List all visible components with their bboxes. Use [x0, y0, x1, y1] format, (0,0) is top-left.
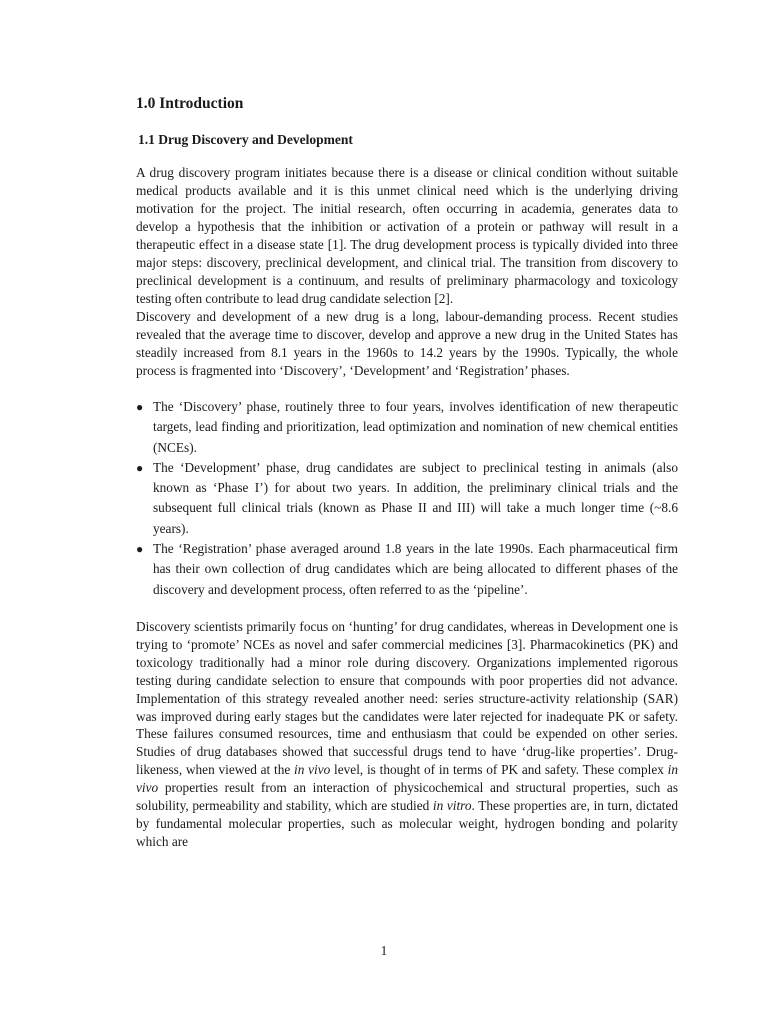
paragraph-intro: A drug discovery program initiates because there is a disease or clinical condition without suitable medical products available and it is this unmet clinical need which is the underlying driving motivation for the project. The initial research, often occurring in academia, generates data to develop a hypothesis that the inhibition or activation of a protein or pathway will result in a therapeutic effect in a disease state [1]. The drug development process is typically divided into three major steps: discovery, preclinical development, and clinical trial. The transition from discovery to preclinical development is a continuum, and results of preliminary pharmacology and toxicology testing often contribute to lead drug candidate selection [2]. [136, 165, 678, 306]
phase-list [136, 397, 678, 600]
page-content [136, 94, 678, 851]
list-item-text: The ‘Development’ phase, drug candidates are subject to preclinical testing in animals (also known as ‘Phase I’) for about two years. In addition, the preliminary clinical trials and the subsequent full clinical trials (known as Phase II and III) will take a much longer time (~8.6 years). [153, 459, 678, 536]
paragraph-timeline: Discovery and development of a new drug is a long, labour-demanding process. Recent studies revealed that the average time to discover, develop and approve a new drug in the United States has steadily increased from 8.1 years in the 1960s to 14.2 years by the 1990s. Typically, the whole process is fragmented into ‘Discovery’, ‘Development’ and ‘Registration’ phases. [136, 309, 678, 378]
paragraph-text: properties result from an interaction of physicochemical and structural properties, such as solubility, permeability and stability, which are studied [136, 780, 678, 814]
page-number: 1 [380, 943, 388, 958]
list-item-text: The ‘Discovery’ phase, routinely three to four years, involves identification of new therapeutic targets, lead finding and prioritization, lead optimization and nomination of new chemical entities (NCEs). [153, 399, 678, 455]
section-heading: 1.0 Introduction [136, 95, 244, 112]
paragraph-text: level, is thought of in terms of PK and safety. These complex [330, 762, 668, 778]
bullet-icon: ● [136, 460, 144, 475]
italic-term: in vivo [136, 762, 678, 796]
italic-term: in vivo [294, 762, 331, 778]
list-item [136, 458, 678, 539]
list-item [136, 539, 678, 600]
list-item [136, 397, 678, 458]
paragraph-discovery-scientists [136, 618, 678, 851]
subsection-heading: 1.1 Drug Discovery and Development [138, 132, 353, 147]
bullet-icon: ● [136, 542, 144, 557]
bullet-icon: ● [136, 400, 144, 414]
italic-term: in vitro [432, 798, 472, 814]
list-item-text: The ‘Registration’ phase averaged around 1.8 years in the late 1990s. Each pharmaceutical firm has their own collection of drug candidates which are being allocated to different phases of the discovery and development process, often referred to as the ‘pipeline’. [153, 541, 678, 597]
paragraph-text: Discovery scientists primarily focus on ‘hunting’ for drug candidates, whereas in Development one is trying to ‘promote’ NCEs as novel and safer commercial medicines [3]. Pharmacokinetics (PK) and toxicology traditionally had a minor role during discovery. Organizations implemented rigorous testing during candidate selection to ensure that compounds with poor properties did not advance. Implementation of this strategy revealed another need: series structure-activity relationship (SAR) was improved during early stages but the candidates were later rejected for inadequate PK or safety. These failures consumed resources, time and enthusiasm that could be expended on other series. Studies of drug databases showed that successful drugs tend to have ‘drug-like properties’. Drug-likeness, when viewed at the [136, 618, 678, 778]
paragraph-text: . These properties are, in turn, dictated by fundamental molecular properties, such as molecular weight, hydrogen bonding and polarity which are [136, 798, 678, 849]
